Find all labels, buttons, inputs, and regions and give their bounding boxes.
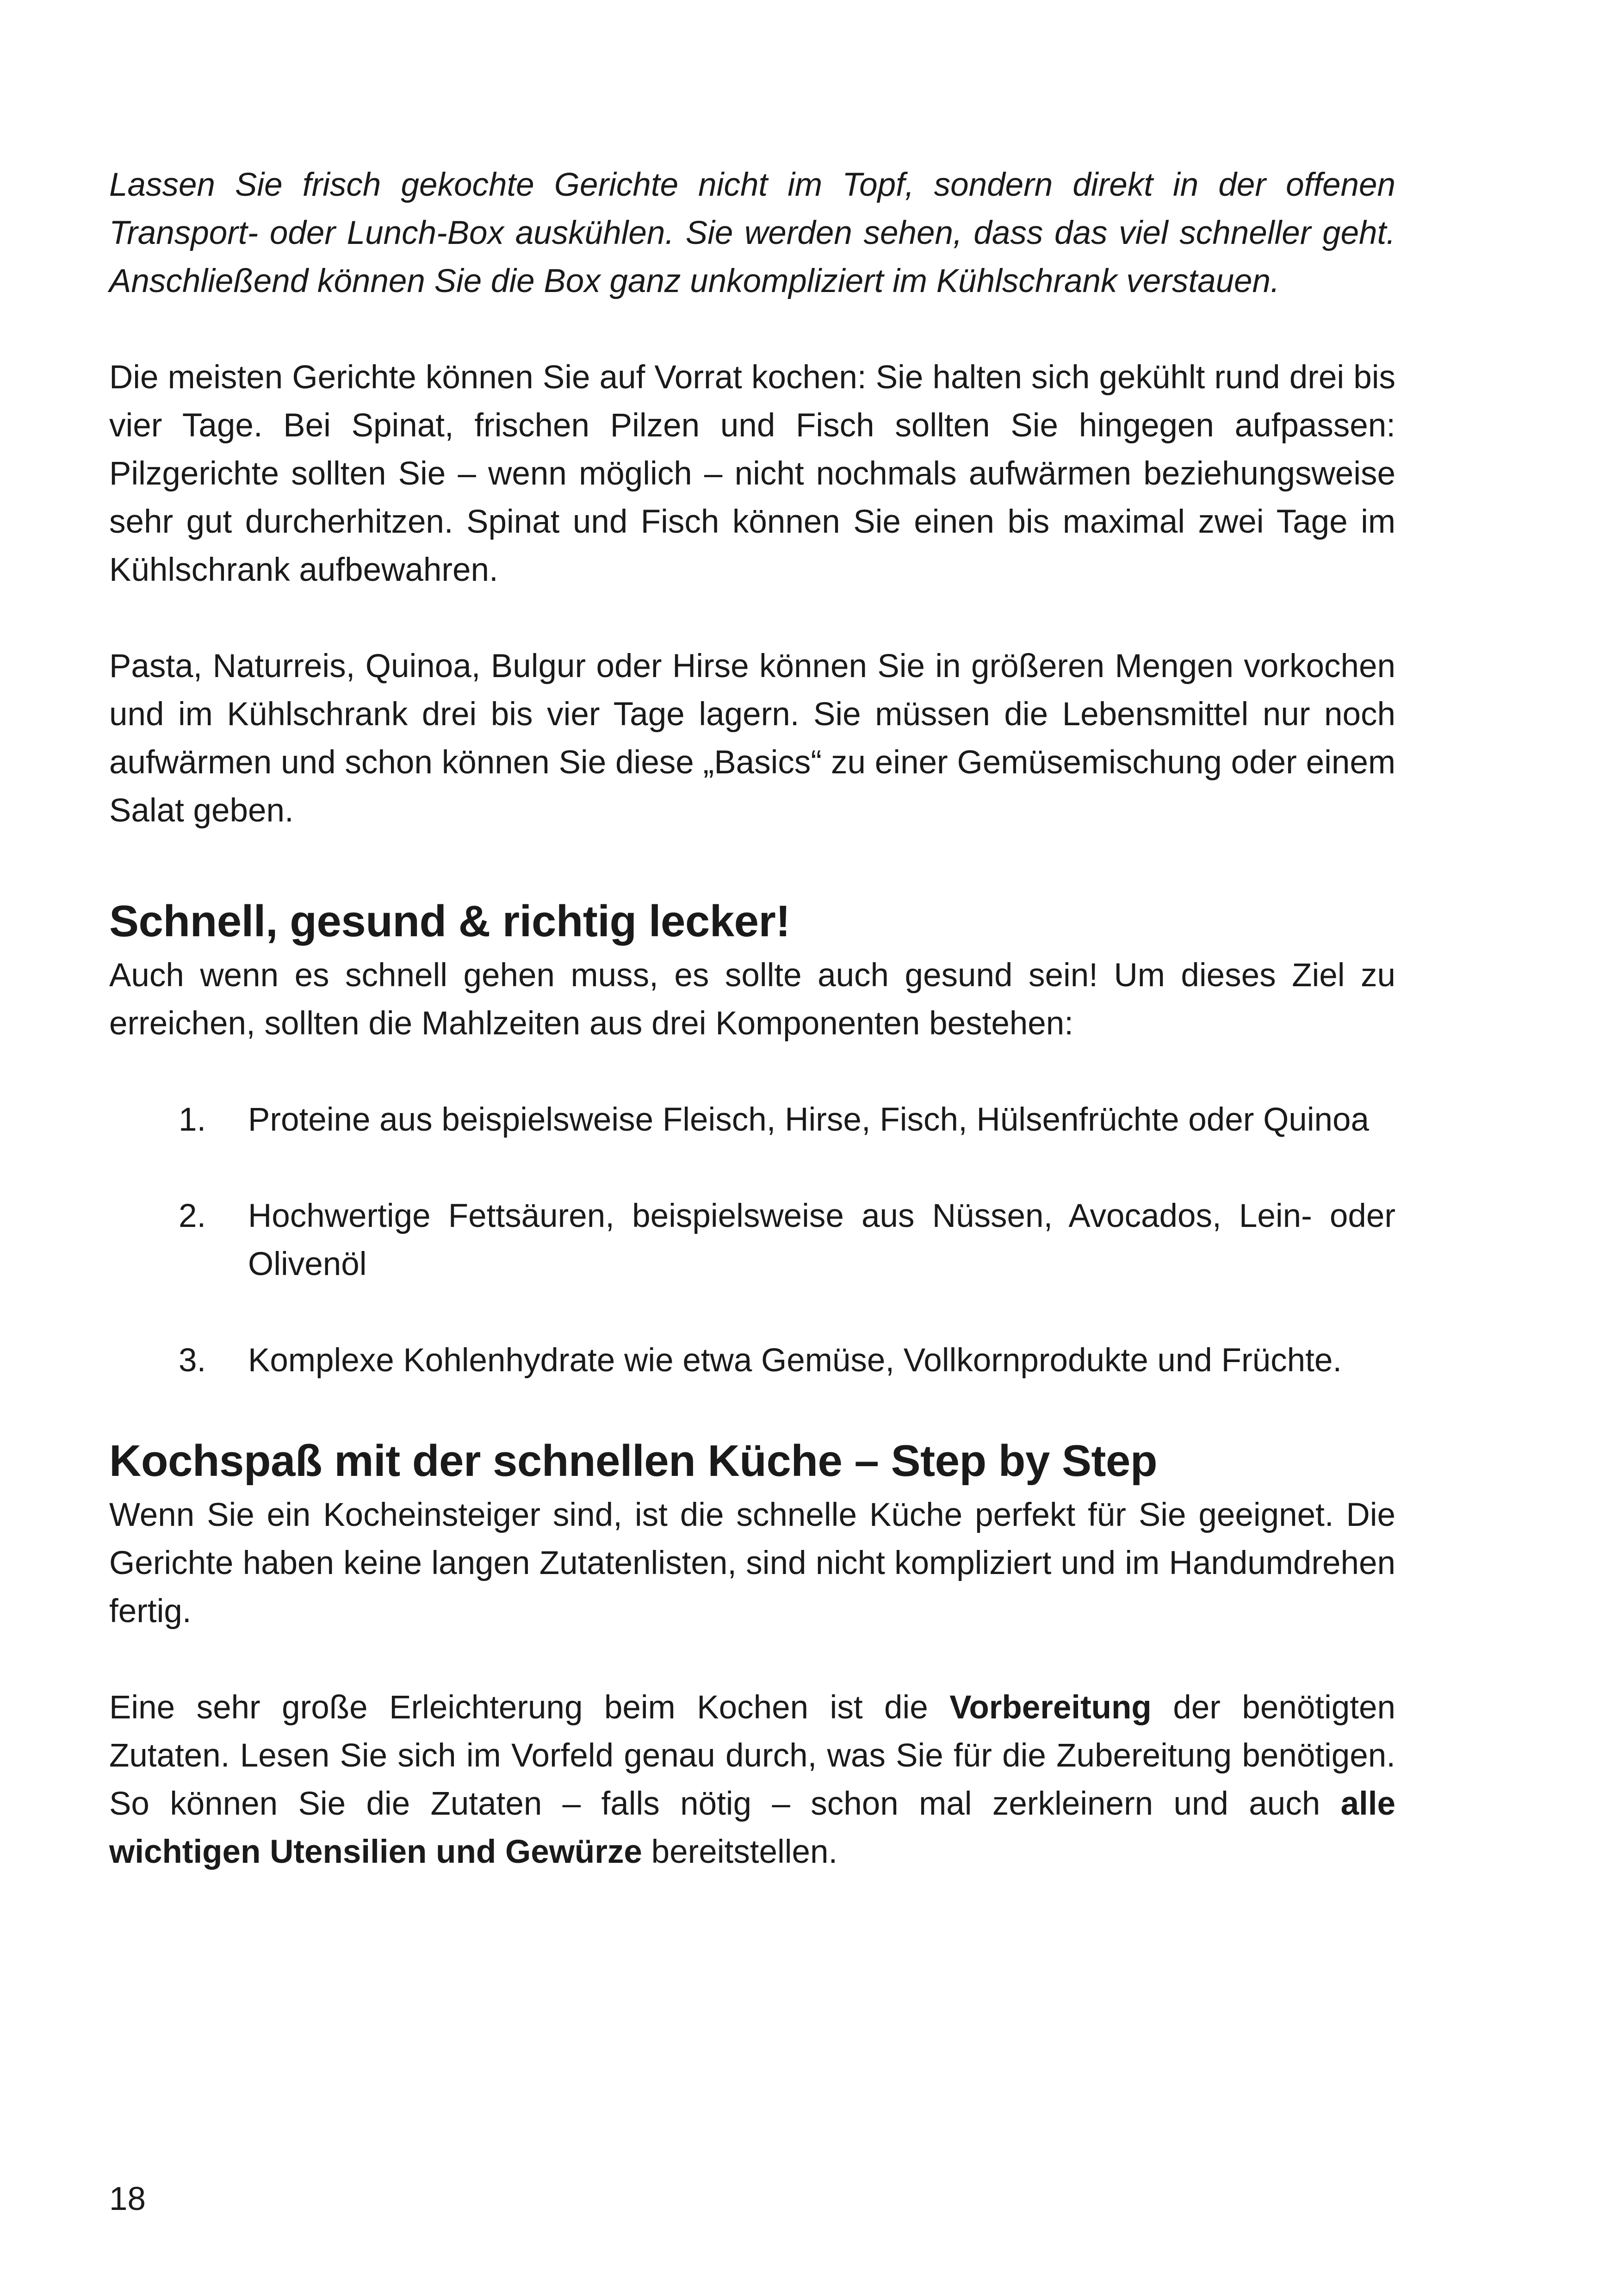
section-heading-kochspass: Kochspaß mit der schnellen Küche – Step by Step: [109, 1436, 1158, 1486]
prep-text-part1: Eine sehr große Erleichterung beim Kochen ist die: [109, 1689, 950, 1726]
list-item-text: Hochwertige Fettsäuren, beispielsweise aus Nüssen, Avocados, Lein- oder Olivenöl: [248, 1198, 1395, 1282]
list-item-number: 2.: [179, 1198, 206, 1234]
intro-italic-paragraph: Lassen Sie frisch gekochte Gerichte nicht im Topf, sondern direkt in der offenen Transport- oder Lunch-Box auskühlen. Sie werden sehen, dass das viel schneller geht. Anschließend können Sie die Box ganz unkompliziert im Kühlschrank verstauen.: [109, 167, 1395, 299]
list-item: [109, 1337, 1395, 1385]
prep-text-part3: bereitstellen.: [642, 1834, 838, 1870]
list-item: [109, 1192, 1395, 1288]
page-number: 18: [109, 2181, 146, 2217]
page-content: [109, 161, 1395, 1876]
prep-text-part2: der benötigten Zutaten. Lesen Sie sich im Vorfeld genau durch, was Sie für die Zubereitung benötigen. So können Sie die Zutaten – falls nötig – schon mal zerkleinern und auch: [109, 1689, 1395, 1822]
prep-bold-vorbereitung: Vorbereitung: [949, 1689, 1152, 1726]
list-item-number: 3.: [179, 1342, 206, 1379]
section1-intro-paragraph: Auch wenn es schnell gehen muss, es sollte auch gesund sein! Um dieses Ziel zu erreichen, sollten die Mahlzeiten aus drei Komponenten bestehen:: [109, 957, 1395, 1042]
preparation-paragraph: [109, 1684, 1395, 1876]
list-item-number: 1.: [179, 1101, 206, 1138]
section2-intro-paragraph: Wenn Sie ein Kocheinsteiger sind, ist die schnelle Küche perfekt für Sie geeignet. Die Gerichte haben keine langen Zutatenlisten, sind nicht kompliziert und im Handumdrehen fertig.: [109, 1497, 1395, 1630]
section-heading-schnell-gesund: Schnell, gesund & richtig lecker!: [109, 896, 790, 946]
basics-paragraph: Pasta, Naturreis, Quinoa, Bulgur oder Hirse können Sie in größeren Mengen vorkochen und im Kühlschrank drei bis vier Tage lagern. Sie müssen die Lebensmittel nur noch aufwärmen und schon können Sie diese „Basics“ zu einer Gemüsemischung oder einem Salat geben.: [109, 648, 1395, 829]
list-item-text: Komplexe Kohlenhydrate wie etwa Gemüse, Vollkornprodukte und Früchte.: [248, 1342, 1342, 1379]
list-item-text: Proteine aus beispielsweise Fleisch, Hirse, Fisch, Hülsenfrüchte oder Quinoa: [248, 1101, 1370, 1138]
prep-bold-utensilien: alle wichtigen Utensilien und Gewürze: [109, 1786, 1395, 1870]
storage-paragraph: Die meisten Gerichte können Sie auf Vorrat kochen: Sie halten sich gekühlt rund drei bis vier Tage. Bei Spinat, frischen Pilzen und Fisch sollten Sie hingegen aufpassen: Pilzgerichte sollten Sie – wenn möglich – nicht nochmals aufwärmen beziehungsweise sehr gut durcherhitzen. Spinat und Fisch können Sie einen bis maximal zwei Tage im Kühlschrank aufbewahren.: [109, 359, 1395, 588]
components-list: [109, 1096, 1395, 1385]
list-item: [109, 1096, 1395, 1144]
